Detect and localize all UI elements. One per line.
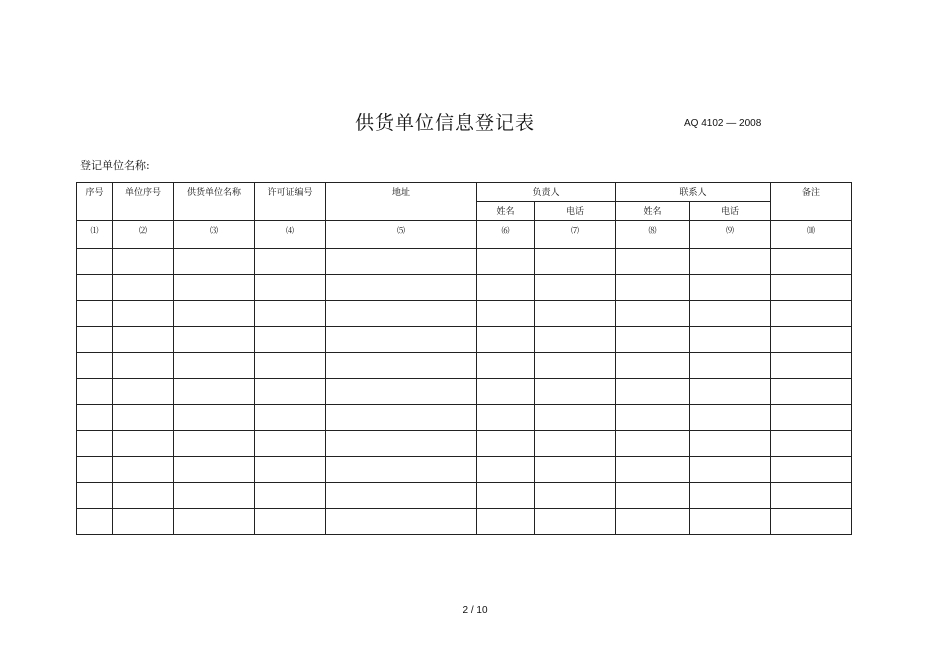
table-cell[interactable] — [616, 379, 690, 405]
table-cell[interactable] — [255, 327, 326, 353]
table-cell[interactable] — [326, 249, 477, 275]
header-supplier-name: 供货单位名称 — [174, 183, 255, 221]
table-cell[interactable] — [477, 327, 535, 353]
table-cell[interactable] — [771, 509, 852, 535]
table-cell[interactable] — [535, 301, 616, 327]
table-cell[interactable] — [113, 301, 174, 327]
table-cell[interactable] — [535, 483, 616, 509]
table-cell[interactable] — [690, 353, 771, 379]
table-cell[interactable] — [77, 483, 113, 509]
table-cell[interactable] — [616, 249, 690, 275]
table-cell[interactable] — [77, 327, 113, 353]
table-cell[interactable] — [326, 379, 477, 405]
header-license-no: 许可证编号 — [255, 183, 326, 221]
table-cell[interactable] — [616, 405, 690, 431]
table-cell[interactable] — [113, 431, 174, 457]
table-cell[interactable] — [77, 249, 113, 275]
table-cell[interactable] — [255, 457, 326, 483]
table-cell[interactable] — [255, 509, 326, 535]
header-seq: 序号 — [77, 183, 113, 221]
table-row — [77, 457, 852, 483]
table-cell[interactable] — [255, 431, 326, 457]
table-cell[interactable] — [174, 301, 255, 327]
table-cell[interactable] — [326, 457, 477, 483]
unit-name-label: 登记单位名称: — [80, 159, 150, 172]
table-cell[interactable] — [535, 353, 616, 379]
table-cell[interactable] — [174, 379, 255, 405]
table-cell[interactable] — [326, 509, 477, 535]
column-number: ⑴ — [77, 221, 113, 249]
table-cell[interactable] — [535, 431, 616, 457]
table-cell[interactable] — [477, 483, 535, 509]
table-cell[interactable] — [113, 379, 174, 405]
table-cell[interactable] — [77, 379, 113, 405]
table-cell[interactable] — [535, 379, 616, 405]
table-cell[interactable] — [174, 457, 255, 483]
table-row — [77, 353, 852, 379]
table-cell[interactable] — [77, 353, 113, 379]
table-cell[interactable] — [535, 457, 616, 483]
table-cell[interactable] — [477, 509, 535, 535]
table-cell[interactable] — [174, 353, 255, 379]
table-cell[interactable] — [477, 249, 535, 275]
table-cell[interactable] — [535, 327, 616, 353]
table-cell[interactable] — [690, 301, 771, 327]
header-responsible-phone: 电话 — [535, 202, 616, 221]
table-cell[interactable] — [113, 405, 174, 431]
table-row — [77, 275, 852, 301]
table-row — [77, 483, 852, 509]
table-cell[interactable] — [174, 483, 255, 509]
table-cell[interactable] — [255, 353, 326, 379]
table-cell[interactable] — [326, 431, 477, 457]
table-cell[interactable] — [771, 275, 852, 301]
header-contact-name: 姓名 — [616, 202, 690, 221]
table-cell[interactable] — [771, 483, 852, 509]
table-cell[interactable] — [690, 275, 771, 301]
table-cell[interactable] — [77, 405, 113, 431]
column-number: ⑹ — [477, 221, 535, 249]
table-cell[interactable] — [690, 405, 771, 431]
header-remarks: 备注 — [771, 183, 852, 221]
column-number: ⑷ — [255, 221, 326, 249]
table-cell[interactable] — [535, 275, 616, 301]
table-cell[interactable] — [174, 431, 255, 457]
table-cell[interactable] — [174, 327, 255, 353]
column-number: ⑶ — [174, 221, 255, 249]
table-cell[interactable] — [771, 379, 852, 405]
table-cell[interactable] — [535, 509, 616, 535]
table-row — [77, 405, 852, 431]
table-cell[interactable] — [255, 275, 326, 301]
table-cell[interactable] — [113, 353, 174, 379]
table-cell[interactable] — [771, 405, 852, 431]
column-number: ⑸ — [326, 221, 477, 249]
table-cell[interactable] — [477, 275, 535, 301]
header-contact: 联系人 — [616, 183, 771, 202]
table-cell[interactable] — [477, 301, 535, 327]
table-cell[interactable] — [616, 327, 690, 353]
table-cell[interactable] — [690, 483, 771, 509]
table-cell[interactable] — [174, 249, 255, 275]
table-cell[interactable] — [616, 353, 690, 379]
table-cell[interactable] — [326, 483, 477, 509]
table-cell[interactable] — [113, 327, 174, 353]
table-cell[interactable] — [77, 275, 113, 301]
table-cell[interactable] — [690, 327, 771, 353]
table-cell[interactable] — [477, 405, 535, 431]
table-cell[interactable] — [113, 509, 174, 535]
table-cell[interactable] — [771, 301, 852, 327]
header-address: 地址 — [326, 183, 477, 221]
form-title: 供货单位信息登记表 — [354, 112, 535, 134]
table-cell[interactable] — [174, 275, 255, 301]
column-number: ⑼ — [690, 221, 771, 249]
table-row — [77, 327, 852, 353]
table-cell[interactable] — [77, 457, 113, 483]
table-cell[interactable] — [616, 275, 690, 301]
table-cell[interactable] — [771, 353, 852, 379]
table-cell[interactable] — [771, 457, 852, 483]
column-number: ⑺ — [535, 221, 616, 249]
table-cell[interactable] — [255, 379, 326, 405]
table-cell[interactable] — [113, 483, 174, 509]
table-row — [77, 509, 852, 535]
column-number-row — [77, 221, 852, 249]
table-cell[interactable] — [255, 405, 326, 431]
table-cell[interactable] — [77, 301, 113, 327]
table-cell[interactable] — [771, 431, 852, 457]
table-cell[interactable] — [113, 249, 174, 275]
table-row — [77, 249, 852, 275]
table-cell[interactable] — [690, 249, 771, 275]
table-row — [77, 379, 852, 405]
table-cell[interactable] — [477, 431, 535, 457]
table-cell[interactable] — [77, 509, 113, 535]
table-cell[interactable] — [771, 249, 852, 275]
table-cell[interactable] — [255, 301, 326, 327]
table-cell[interactable] — [535, 405, 616, 431]
table-cell[interactable] — [326, 353, 477, 379]
table-cell[interactable] — [326, 327, 477, 353]
table-cell[interactable] — [477, 457, 535, 483]
table-cell[interactable] — [174, 509, 255, 535]
table-row — [77, 431, 852, 457]
table-cell[interactable] — [326, 301, 477, 327]
table-cell[interactable] — [174, 405, 255, 431]
table-cell[interactable] — [255, 483, 326, 509]
table-cell[interactable] — [616, 457, 690, 483]
header-unit-seq: 单位序号 — [113, 183, 174, 221]
column-number: ⑻ — [616, 221, 690, 249]
page-number: 2 / 10 — [462, 605, 488, 616]
table-cell[interactable] — [616, 509, 690, 535]
table-cell[interactable] — [690, 509, 771, 535]
table-cell[interactable] — [690, 379, 771, 405]
header-responsible-name: 姓名 — [477, 202, 535, 221]
table-cell[interactable] — [255, 249, 326, 275]
header-responsible: 负责人 — [477, 183, 616, 202]
table-cell[interactable] — [771, 327, 852, 353]
table-row — [77, 301, 852, 327]
table-cell[interactable] — [113, 275, 174, 301]
table-cell[interactable] — [477, 379, 535, 405]
table-cell[interactable] — [616, 301, 690, 327]
table-cell[interactable] — [477, 353, 535, 379]
table-cell[interactable] — [535, 249, 616, 275]
table-cell[interactable] — [616, 483, 690, 509]
table-cell[interactable] — [113, 457, 174, 483]
table-cell[interactable] — [326, 405, 477, 431]
header-contact-phone: 电话 — [690, 202, 771, 221]
supplier-registration-table — [76, 182, 852, 535]
table-cell[interactable] — [326, 275, 477, 301]
table-cell[interactable] — [690, 457, 771, 483]
table-cell[interactable] — [616, 431, 690, 457]
table-cell[interactable] — [77, 431, 113, 457]
table-cell[interactable] — [690, 431, 771, 457]
standard-code: AQ 4102 — 2008 — [684, 118, 762, 129]
column-number: ⑵ — [113, 221, 174, 249]
column-number: ⑽ — [771, 221, 852, 249]
